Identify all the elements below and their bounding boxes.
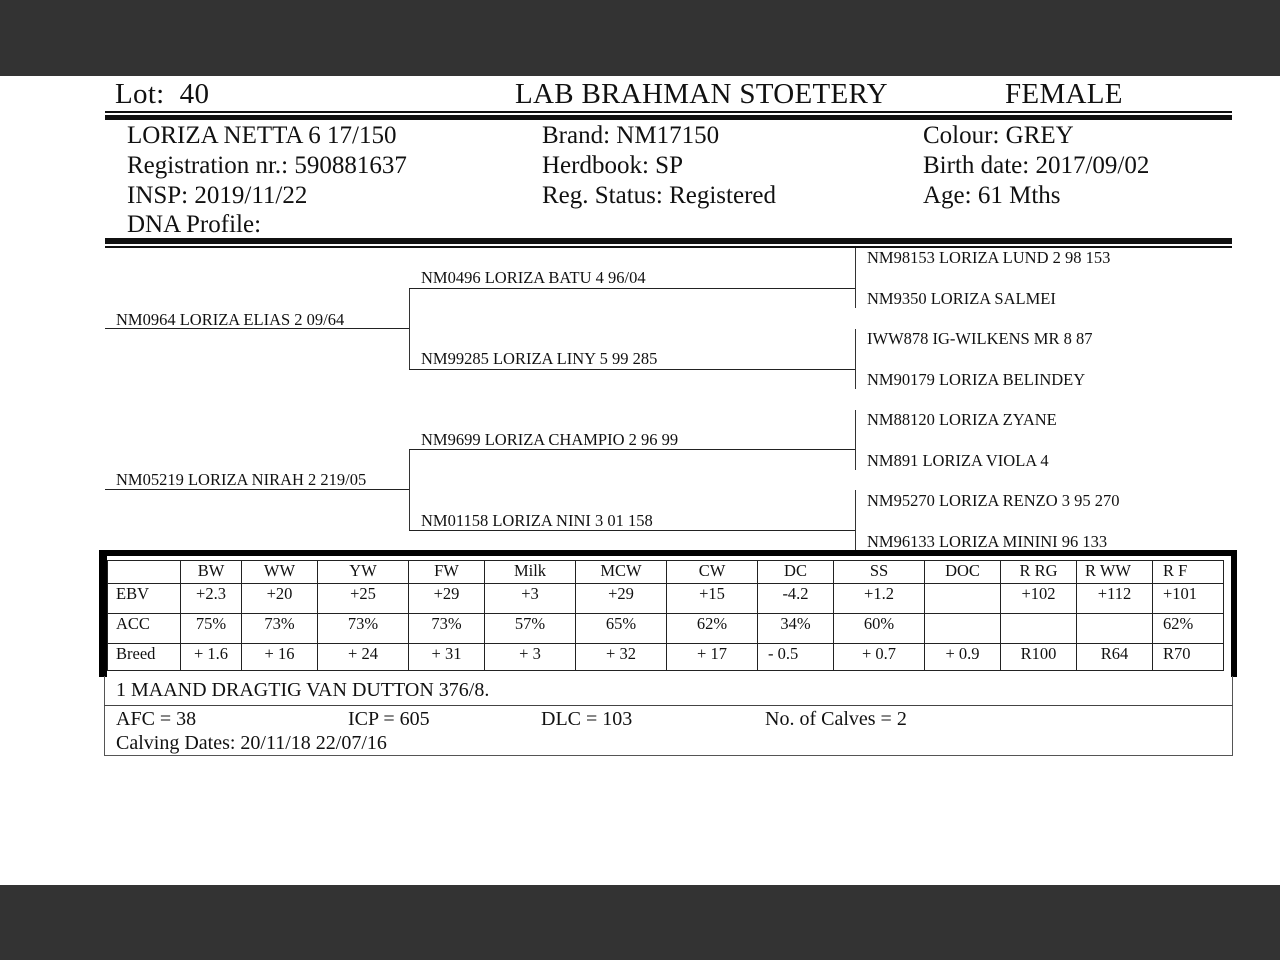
info-rule-thick <box>105 238 1232 244</box>
notes-divider <box>104 705 1233 706</box>
icp: ICP = 605 <box>348 708 430 730</box>
ebv-table <box>107 560 1224 671</box>
lot-heading <box>115 77 209 111</box>
colour: Colour: GREY <box>923 122 1074 149</box>
ebv-cell: +29 <box>409 584 485 614</box>
pedigree-line <box>105 328 410 329</box>
pedigree-line <box>855 329 856 389</box>
pedigree-line <box>409 449 856 450</box>
header-rule-thick <box>105 115 1232 120</box>
pedigree-line <box>409 288 856 289</box>
pedigree-dam: NM05219 LORIZA NIRAH 2 219/05 <box>116 470 367 489</box>
dna-profile: DNA Profile: <box>127 211 262 238</box>
breed-cell: R100 <box>1001 644 1077 671</box>
pedigree-line <box>409 288 410 370</box>
calves-count: No. of Calves = 2 <box>765 708 907 730</box>
age: Age: 61 Mths <box>923 182 1061 209</box>
breed-cell: + 16 <box>242 644 318 671</box>
acc-cell: 62% <box>667 614 758 644</box>
breed-cell: + 32 <box>576 644 667 671</box>
breed-cell: + 31 <box>409 644 485 671</box>
ebv-header-cell: DOC <box>925 561 1001 584</box>
ebv-header-cell: BW <box>181 561 242 584</box>
breed-cell: + 1.6 <box>181 644 242 671</box>
ebv-cell: +15 <box>667 584 758 614</box>
acc-cell: 73% <box>242 614 318 644</box>
ebv-header-cell: SS <box>834 561 925 584</box>
pedigree-dam-sire: NM9699 LORIZA CHAMPIO 2 96 99 <box>421 430 679 449</box>
pedigree-line <box>105 489 410 490</box>
ebv-cell: -4.2 <box>758 584 834 614</box>
acc-row-label: ACC <box>108 614 181 644</box>
breed-cell: - 0.5 <box>758 644 834 671</box>
sex-label: FEMALE <box>1005 78 1123 110</box>
pedigree-great-grandparent: NM891 LORIZA VIOLA 4 <box>867 451 1049 470</box>
birth-date: Birth date: 2017/09/02 <box>923 152 1150 179</box>
ebv-cell: +112 <box>1077 584 1153 614</box>
pedigree-line <box>409 530 856 531</box>
acc-cell: 34% <box>758 614 834 644</box>
pedigree-great-grandparent: NM95270 LORIZA RENZO 3 95 270 <box>867 491 1120 510</box>
lot-number: 40 <box>179 78 210 110</box>
ebv-header-cell: R WW <box>1077 561 1153 584</box>
breed-row <box>108 644 1224 671</box>
acc-cell <box>925 614 1001 644</box>
pedigree-line <box>409 449 410 531</box>
pedigree-great-grandparent: NM9350 LORIZA SALMEI <box>867 289 1056 308</box>
ebv-header-cell: Milk <box>485 561 576 584</box>
ebv-cell: +29 <box>576 584 667 614</box>
ebv-cell: +101 <box>1153 584 1224 614</box>
ebv-row-label: EBV <box>108 584 181 614</box>
header-rule-thin <box>105 111 1232 113</box>
ebv-header-cell: FW <box>409 561 485 584</box>
pedigree-great-grandparent: NM88120 LORIZA ZYANE <box>867 410 1057 429</box>
pedigree-sire-dam: NM99285 LORIZA LINY 5 99 285 <box>421 349 658 368</box>
breed-cell: R64 <box>1077 644 1153 671</box>
reg-status: Reg. Status: Registered <box>542 182 776 209</box>
herdbook: Herdbook: SP <box>542 152 683 179</box>
ebv-header-cell: R RG <box>1001 561 1077 584</box>
ebv-cell: +25 <box>318 584 409 614</box>
ebv-header-cell: R F <box>1153 561 1224 584</box>
acc-row <box>108 614 1224 644</box>
ebv-cell: +3 <box>485 584 576 614</box>
breed-cell: + 0.9 <box>925 644 1001 671</box>
breed-cell: + 3 <box>485 644 576 671</box>
ebv-cell <box>925 584 1001 614</box>
pedigree-sire: NM0964 LORIZA ELIAS 2 09/64 <box>116 310 345 329</box>
animal-name: LORIZA NETTA 6 17/150 <box>127 122 397 149</box>
ebv-header-row <box>108 561 1224 584</box>
acc-cell: 75% <box>181 614 242 644</box>
ebv-row <box>108 584 1224 614</box>
pedigree-dam-dam: NM01158 LORIZA NINI 3 01 158 <box>421 511 653 530</box>
acc-cell: 73% <box>318 614 409 644</box>
ebv-header-cell: CW <box>667 561 758 584</box>
pedigree-line <box>409 369 856 370</box>
dlc: DLC = 103 <box>541 708 633 730</box>
pedigree-sire-sire: NM0496 LORIZA BATU 4 96/04 <box>421 268 646 287</box>
ebv-cell: +1.2 <box>834 584 925 614</box>
pedigree-great-grandparent: NM96133 LORIZA MININI 96 133 <box>867 532 1108 551</box>
pedigree-line <box>855 248 856 308</box>
acc-cell: 65% <box>576 614 667 644</box>
pedigree-great-grandparent: IWW878 IG-WILKENS MR 8 87 <box>867 329 1093 348</box>
breeder-name: LAB BRAHMAN STOETERY <box>515 78 888 110</box>
acc-cell: 62% <box>1153 614 1224 644</box>
remark: 1 MAAND DRAGTIG VAN DUTTON 376/8. <box>116 679 490 701</box>
ebv-header-cell <box>108 561 181 584</box>
registration-number: Registration nr.: 590881637 <box>127 152 407 179</box>
pedigree-line <box>855 490 856 552</box>
acc-cell: 60% <box>834 614 925 644</box>
breed-cell: + 24 <box>318 644 409 671</box>
afc: AFC = 38 <box>116 708 197 730</box>
calving-dates: Calving Dates: 20/11/18 22/07/16 <box>116 732 387 754</box>
brand: Brand: NM17150 <box>542 122 720 149</box>
acc-cell <box>1077 614 1153 644</box>
breed-cell: + 17 <box>667 644 758 671</box>
ebv-header-cell: DC <box>758 561 834 584</box>
ebv-header-cell: WW <box>242 561 318 584</box>
ebv-cell: +102 <box>1001 584 1077 614</box>
breed-cell: + 0.7 <box>834 644 925 671</box>
ebv-header-cell: MCW <box>576 561 667 584</box>
acc-cell: 73% <box>409 614 485 644</box>
ebv-header-cell: YW <box>318 561 409 584</box>
breed-row-label: Breed <box>108 644 181 671</box>
breed-cell: R70 <box>1153 644 1224 671</box>
pedigree-great-grandparent: NM98153 LORIZA LUND 2 98 153 <box>867 248 1111 267</box>
inspection-date: INSP: 2019/11/22 <box>127 182 308 209</box>
pedigree-great-grandparent: NM90179 LORIZA BELINDEY <box>867 370 1086 389</box>
ebv-cell: +20 <box>242 584 318 614</box>
lot-label: Lot: <box>115 78 165 110</box>
pedigree-line <box>855 410 856 470</box>
acc-cell: 57% <box>485 614 576 644</box>
viewer-top-bar <box>0 0 1280 76</box>
viewer-bottom-bar <box>0 885 1280 960</box>
acc-cell <box>1001 614 1077 644</box>
ebv-cell: +2.3 <box>181 584 242 614</box>
